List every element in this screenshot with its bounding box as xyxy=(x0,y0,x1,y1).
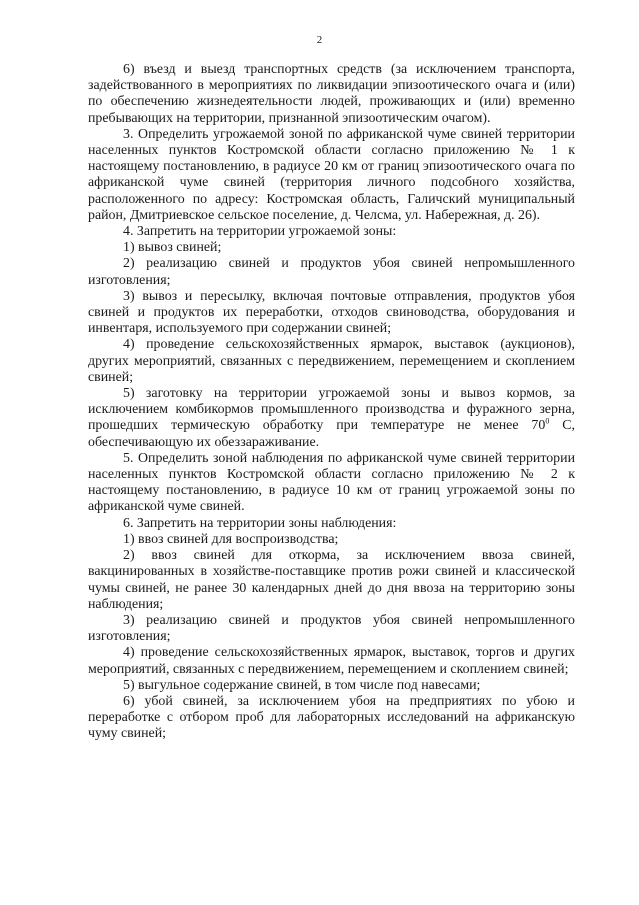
list-item-fairs: 4) проведение сельскохозяйственных ярмарок, выставок (аукционов), других мероприятий, связанных с передвижением, перемещением и скоплением свиней; xyxy=(88,337,575,385)
list-item-breeding-import: 1) ввоз свиней для воспроизводства; xyxy=(123,531,339,547)
paragraph-threat-zone-prohibitions: 4. Запретить на территории угрожаемой зоны: xyxy=(123,224,397,240)
list-item-free-range: 5) выгульное содержание свиней, в том числе под навесами; xyxy=(123,677,481,693)
degree-superscript: 0 xyxy=(545,416,550,426)
list-item-products-shipment: 3) вывоз и пересылку, включая почтовые отправления, продуктов убоя свиней и продуктов их переработки, отходов свиноводства, оборудования и инвентаря, используемого при содержании свиней; xyxy=(88,288,575,337)
document-body xyxy=(88,62,575,743)
list-item-pig-sale-observation: 3) реализацию свиней и продуктов убоя свиней непромышленного изготовления; xyxy=(88,612,575,645)
paragraph-observation-zone: 5. Определить зоной наблюдения по африканской чуме свиней территории населенных пунктов Костромской области согласно приложению № 2 к настоящему постановлению, в радиусе 10 км от границ угрожаемой зоны по африканской чуме свиней. xyxy=(88,450,575,515)
paragraph-transport-entry: 6) въезд и выезд транспортных средств (за исключением транспорта, задействованного в мероприятиях по ликвидации эпизоотического очага и (или) по обеспечению жизнедеятельности людей, проживающих и (или) временно пребывающих на территории, признанной эпизоотическим очагом). xyxy=(88,62,575,126)
paragraph-observation-zone-prohibitions: 6. Запретить на территории зоны наблюдения: xyxy=(123,515,397,531)
page-number: 2 xyxy=(316,34,323,46)
list-item-pig-sale: 2) реализацию свиней и продуктов убоя свиней непромышленного изготовления; xyxy=(88,256,575,288)
list-item-slaughter: 6) убой свиней, за исключением убоя на предприятиях по убою и переработке с отбором проб для лабораторных исследований на африканскую чуму свиней; xyxy=(88,693,575,742)
list-item-fattening-import: 2) ввоз свиней для откорма, за исключением ввоза свиней, вакцинированных в хозяйстве-поставщике против рожи свиней и классической чумы свиней, не ранее 30 календарных дней до дня ввоза на территорию зоны наблюдения; xyxy=(88,548,575,612)
list-item-fairs-observation: 4) проведение сельскохозяйственных ярмарок, выставок, торгов и других мероприятий, связанных с передвижением, перемещением и скоплением свиней; xyxy=(88,645,575,677)
feed-procurement-text-end: С, обеспечивающую их обеззараживание. xyxy=(88,418,576,450)
feed-procurement-text: 5) заготовку на территории угрожаемой зоны и вывоз кормов, за исключением комбикормов промышленного производства и фуражного зерна, прошедших термическую обработку при температуре не менее 70 xyxy=(88,386,575,434)
paragraph-threat-zone: 3. Определить угрожаемой зоной по африканской чуме свиней территории населенных пунктов Костромской области согласно приложению № 1 к настоящему постановлению, в радиусе 20 км от границ эпизоотического очага по африканской чуме свиней (территория личного подсобного хозяйства, расположенного по адресу: Костромская область, Галичский муниципальный район, Дмитриевское сельское поселение, д. Челсма, ул. Набережная, д. 26). xyxy=(88,126,575,223)
list-item-feed-procurement xyxy=(88,386,575,451)
list-item-pig-export: 1) вывоз свиней; xyxy=(123,240,222,256)
